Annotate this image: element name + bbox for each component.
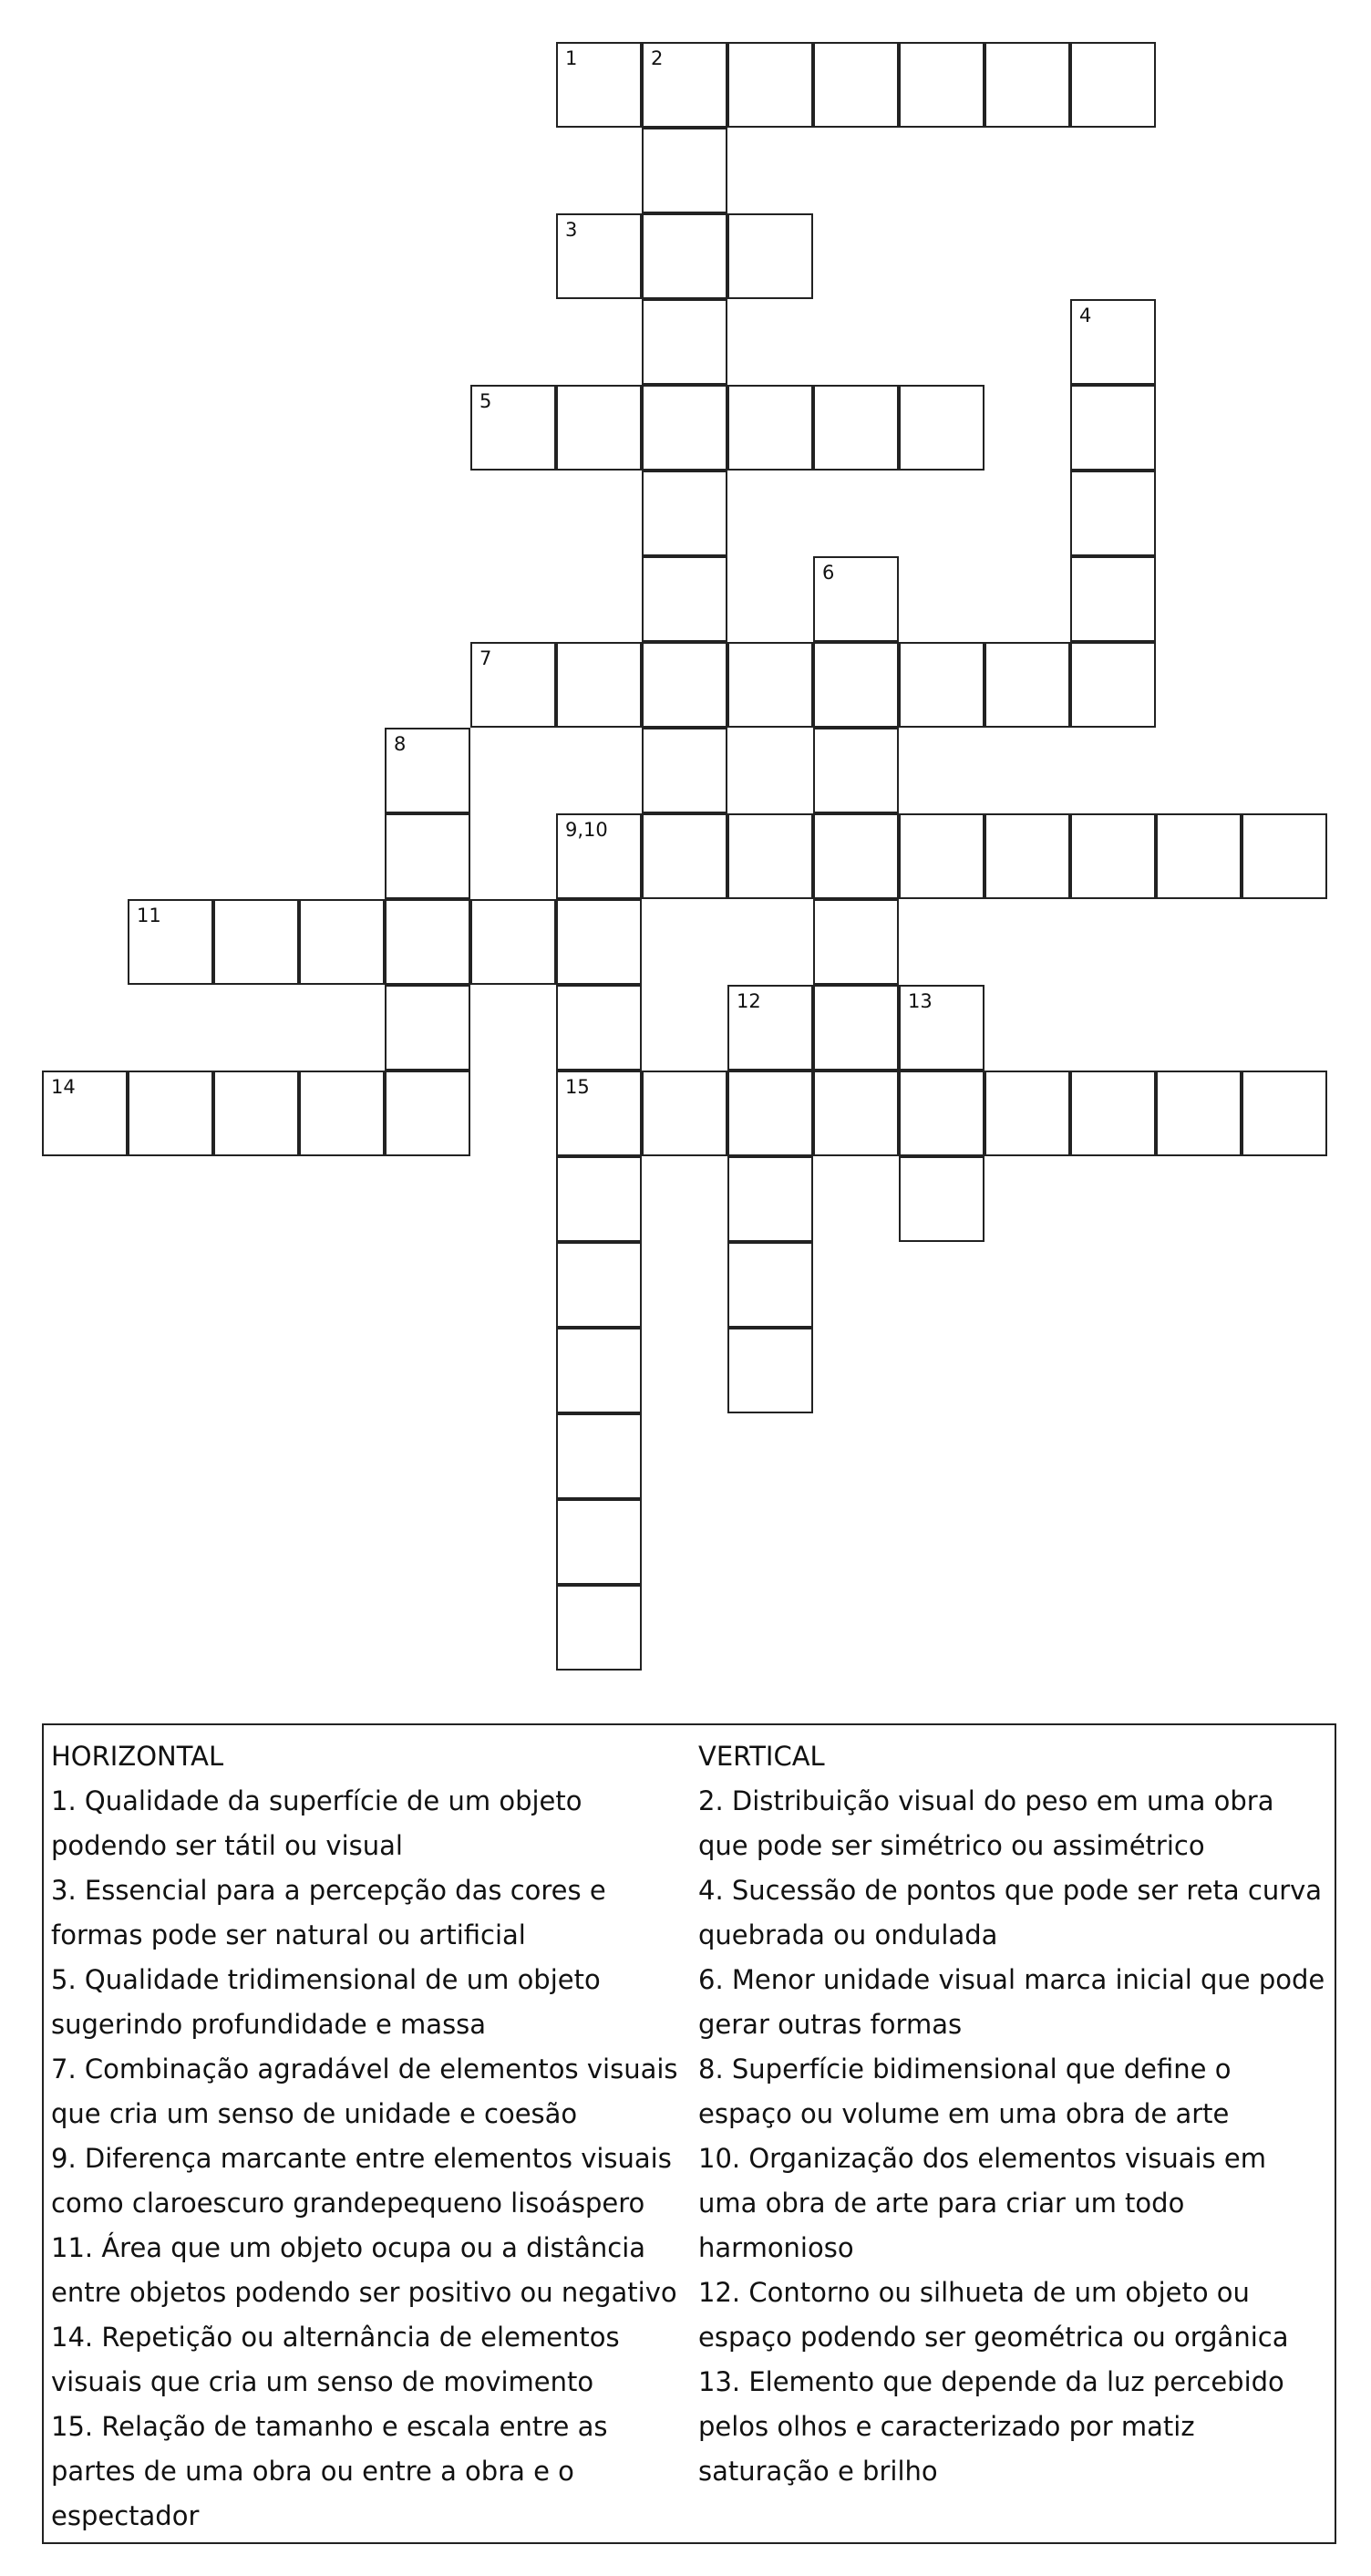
crossword-cell[interactable] — [42, 1071, 128, 1156]
crossword-cell[interactable] — [813, 985, 899, 1071]
crossword-cell[interactable] — [899, 385, 984, 471]
crossword-cell[interactable] — [813, 1071, 899, 1156]
clue-number: 5 — [479, 390, 492, 412]
crossword-cell[interactable] — [727, 385, 813, 471]
crossword-cell[interactable] — [385, 728, 470, 813]
horizontal-clue: 3. Essencial para a percepção das cores e formas pode ser natural ou artificial — [51, 1875, 606, 1950]
crossword-cell[interactable] — [556, 1328, 642, 1413]
crossword-cell[interactable] — [984, 813, 1070, 899]
horizontal-clue: 1. Qualidade da superfície de um objeto podendo ser tátil ou visual — [51, 1785, 582, 1861]
crossword-cell[interactable] — [299, 1071, 385, 1156]
crossword-cell[interactable] — [727, 985, 813, 1071]
crossword-cell[interactable] — [213, 899, 299, 985]
crossword-cell[interactable] — [1070, 471, 1156, 556]
horizontal-clue: 14. Repetição ou alternância de elementos visuais que cria um senso de movimento — [51, 2322, 620, 2397]
crossword-cell[interactable] — [1070, 556, 1156, 642]
crossword-cell[interactable] — [556, 1071, 642, 1156]
crossword-cell[interactable] — [642, 1071, 727, 1156]
crossword-cell[interactable] — [1070, 42, 1156, 128]
clue-number: 13 — [908, 990, 933, 1012]
clue-number: 3 — [565, 219, 578, 241]
crossword-cell[interactable] — [556, 1499, 642, 1585]
clue-number: 6 — [822, 562, 835, 584]
crossword-cell[interactable] — [984, 642, 1070, 728]
crossword-cell[interactable] — [556, 1585, 642, 1671]
crossword-cell[interactable] — [1070, 385, 1156, 471]
crossword-cell[interactable] — [1070, 642, 1156, 728]
crossword-cell[interactable] — [642, 128, 727, 213]
crossword-cell[interactable] — [128, 1071, 213, 1156]
crossword-cell[interactable] — [642, 556, 727, 642]
clues-box — [42, 1723, 1336, 2544]
crossword-cell[interactable] — [385, 899, 470, 985]
crossword-cell[interactable] — [385, 1071, 470, 1156]
crossword-cell[interactable] — [642, 728, 727, 813]
horizontal-clue: 15. Relação de tamanho e escala entre as partes de uma obra ou entre a obra e o espectador — [51, 2411, 608, 2531]
crossword-cell[interactable] — [556, 42, 642, 128]
crossword-cell[interactable] — [813, 42, 899, 128]
vertical-clue: 8. Superfície bidimensional que define o espaço ou volume em uma obra de arte — [698, 2054, 1232, 2129]
crossword-cell[interactable] — [899, 1156, 984, 1242]
crossword-cell[interactable] — [1156, 1071, 1242, 1156]
crossword-cell[interactable] — [385, 813, 470, 899]
crossword-cell[interactable] — [556, 213, 642, 299]
crossword-cell[interactable] — [642, 299, 727, 385]
horizontal-clue: 11. Área que um objeto ocupa ou a distância entre objetos podendo ser positivo ou negativo — [51, 2232, 677, 2308]
crossword-cell[interactable] — [984, 1071, 1070, 1156]
crossword-cell[interactable] — [813, 642, 899, 728]
crossword-cell[interactable] — [727, 813, 813, 899]
crossword-cell[interactable] — [299, 899, 385, 985]
crossword-cell[interactable] — [899, 813, 984, 899]
crossword-cell[interactable] — [727, 1242, 813, 1328]
clue-number: 8 — [394, 733, 407, 755]
crossword-cell[interactable] — [727, 1156, 813, 1242]
crossword-cell[interactable] — [984, 42, 1070, 128]
crossword-cell[interactable] — [899, 1071, 984, 1156]
crossword-cell[interactable] — [642, 471, 727, 556]
crossword-cell[interactable] — [727, 642, 813, 728]
crossword-cell[interactable] — [556, 385, 642, 471]
horizontal-clue: 7. Combinação agradável de elementos visuais que cria um senso de unidade e coesão — [51, 2054, 678, 2129]
clue-number: 1 — [565, 47, 578, 69]
crossword-cell[interactable] — [1070, 299, 1156, 385]
vertical-clue: 2. Distribuição visual do peso em uma obra que pode ser simétrico ou assimétrico — [698, 1785, 1274, 1861]
crossword-cell[interactable] — [556, 899, 642, 985]
crossword-cell[interactable] — [556, 813, 642, 899]
crossword-cell[interactable] — [213, 1071, 299, 1156]
crossword-cell[interactable] — [642, 42, 727, 128]
clue-number: 14 — [51, 1076, 76, 1098]
crossword-cell[interactable] — [470, 899, 556, 985]
crossword-cell[interactable] — [1242, 813, 1327, 899]
horizontal-clue: 9. Diferença marcante entre elementos visuais como claroescuro grandepequeno lisoáspero — [51, 2143, 672, 2219]
crossword-cell[interactable] — [556, 642, 642, 728]
vertical-clue: 13. Elemento que depende da luz percebido pelos olhos e caracterizado por matiz saturação e brilho — [698, 2366, 1284, 2487]
horizontal-heading: HORIZONTAL — [51, 1741, 224, 1772]
clue-number: 15 — [565, 1076, 590, 1098]
crossword-cell[interactable] — [128, 899, 213, 985]
crossword-cell[interactable] — [899, 985, 984, 1071]
clue-number: 12 — [737, 990, 761, 1012]
clue-number: 7 — [479, 647, 492, 669]
vertical-clues-column — [698, 1734, 1332, 2494]
crossword-cell[interactable] — [642, 213, 727, 299]
crossword-cell[interactable] — [813, 385, 899, 471]
crossword-cell[interactable] — [727, 1328, 813, 1413]
crossword-cell[interactable] — [1070, 1071, 1156, 1156]
vertical-clue: 12. Contorno ou silhueta de um objeto ou espaço podendo ser geométrica ou orgânica — [698, 2277, 1289, 2353]
crossword-cell[interactable] — [899, 642, 984, 728]
crossword-cell[interactable] — [556, 985, 642, 1071]
crossword-cell[interactable] — [470, 385, 556, 471]
vertical-clue: 10. Organização dos elementos visuais em uma obra de arte para criar um todo harmonioso — [698, 2143, 1266, 2263]
crossword-cell[interactable] — [385, 985, 470, 1071]
clue-number: 9,10 — [565, 819, 608, 841]
crossword-cell[interactable] — [556, 1156, 642, 1242]
horizontal-clues-column — [51, 1734, 689, 2539]
crossword-cell[interactable] — [1242, 1071, 1327, 1156]
clue-number: 4 — [1079, 305, 1092, 326]
crossword-cell[interactable] — [642, 813, 727, 899]
crossword-cell[interactable] — [1156, 813, 1242, 899]
crossword-cell[interactable] — [1070, 813, 1156, 899]
crossword-cell[interactable] — [899, 42, 984, 128]
vertical-clue: 6. Menor unidade visual marca inicial que pode gerar outras formas — [698, 1964, 1325, 2040]
clue-number: 2 — [651, 47, 664, 69]
crossword-cell[interactable] — [470, 642, 556, 728]
crossword-cell[interactable] — [727, 42, 813, 128]
crossword-cell[interactable] — [556, 1413, 642, 1499]
vertical-heading: VERTICAL — [698, 1741, 825, 1772]
crossword-cell[interactable] — [813, 728, 899, 813]
crossword-cell[interactable] — [813, 556, 899, 642]
crossword-cell[interactable] — [727, 213, 813, 299]
horizontal-clue: 5. Qualidade tridimensional de um objeto sugerindo profundidade e massa — [51, 1964, 601, 2040]
crossword-cell[interactable] — [642, 642, 727, 728]
crossword-cell[interactable] — [642, 385, 727, 471]
clue-number: 11 — [137, 905, 161, 926]
crossword-cell[interactable] — [556, 1242, 642, 1328]
vertical-clue: 4. Sucessão de pontos que pode ser reta curva quebrada ou ondulada — [698, 1875, 1323, 1950]
crossword-cell[interactable] — [813, 813, 899, 899]
crossword-cell[interactable] — [727, 1071, 813, 1156]
crossword-cell[interactable] — [813, 899, 899, 985]
